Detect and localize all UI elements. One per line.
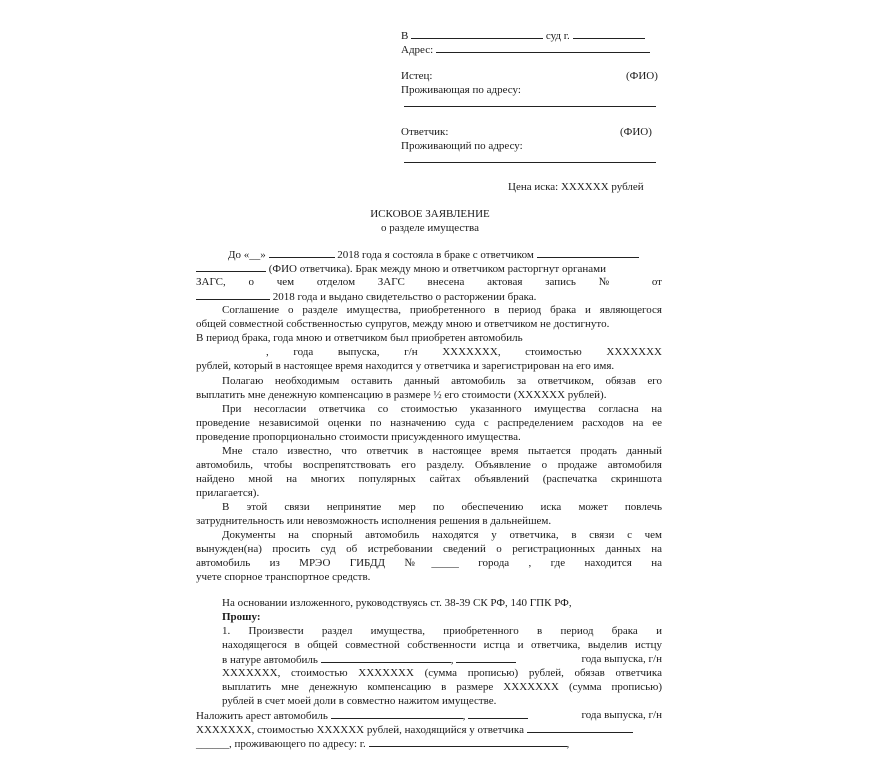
p7-line2: затруднительность или невозможность исполнения решения в дальнейшем. <box>196 515 552 527</box>
arrest-car-blank <box>331 708 463 719</box>
p4-line2: выплатить мне денежную компенсацию в размере ½ его стоимости (XXXXXX рублей). <box>196 389 607 401</box>
court-city-label: суд г. <box>545 30 570 42</box>
request-label: Прошу: <box>222 611 261 623</box>
r1-year-blank <box>456 652 516 663</box>
r1-line1: 1. Произвести раздел имущества, приобретенного в период брака и <box>222 625 662 637</box>
p1-fio-blank <box>196 261 266 272</box>
p2-line2: общей совместной собственностью супругов, между мною и ответчиком не достигнуто. <box>196 318 610 330</box>
defendant-fio: (ФИО) <box>620 126 652 138</box>
r1-car-blank <box>321 652 451 663</box>
plaintiff-fio: (ФИО) <box>626 70 658 82</box>
p1-text-b: 2018 года я состояла в браке с ответчиком <box>334 249 537 261</box>
p5-line3: проведение пропорционально стоимости присужденного имущества. <box>196 431 521 443</box>
defendant-address-blank <box>404 162 656 163</box>
r1-line3: в натуре автомобиль , года выпуска, г/н <box>222 653 662 666</box>
p6-line2: автомобиль, чтобы воспрепятствовать его разделу. Объявление о продаже автомобиля <box>196 459 662 471</box>
plaintiff-label: Истец: <box>401 70 433 82</box>
p1-date-blank <box>269 247 335 258</box>
court-name-blank <box>411 28 543 39</box>
court-prefix: В <box>401 30 409 42</box>
arrest-year-blank <box>468 708 528 719</box>
court-address-blank <box>436 42 650 53</box>
p1-line1 <box>228 247 639 262</box>
defendant-label: Ответчик: <box>401 126 449 138</box>
court-city-blank <box>573 28 645 39</box>
defendant-address-label: Проживающий по адресу: <box>401 140 523 152</box>
court-address-line <box>401 42 650 57</box>
court-line <box>401 28 645 43</box>
arrest-address-blank <box>369 736 567 747</box>
p2-line1: Соглашение о разделе имущества, приобретенного в период брака и являющегося <box>222 304 662 316</box>
p8-line4: учете спорное транспортное средств. <box>196 571 371 583</box>
r1-line6: рублей в счет моей доли в совместно нажитом имуществе. <box>222 695 497 707</box>
r1-line4: XXXXXXX, стоимостью XXXXXXX (сумма прописью) рублей, обязав ответчика <box>222 667 662 679</box>
arrest-line3: ______, проживающего по адресу: г. , <box>196 738 570 750</box>
p1-record-date-blank <box>196 289 270 300</box>
p8-line1: Документы на спорный автомобиль находятся у ответчика, в связи с чем <box>222 529 662 541</box>
r1-line2: находящегося в общей совместной собственности истца и ответчика, выделив истцу <box>222 639 662 651</box>
p9-line1: На основании изложенного, руководствуясь ст. 38-39 СК РФ, 140 ГПК РФ, <box>222 597 572 609</box>
p3-line3: рублей, который в настоящее время находится у ответчика и зарегистрирован на его имя. <box>196 360 615 372</box>
arrest-defendant-blank <box>527 722 633 733</box>
p5-line1: При несогласии ответчика со стоимостью указанного имущества согласна на <box>222 403 662 415</box>
p6-line1: Мне стало известно, что ответчик в настоящее время пытается продать данный <box>222 445 662 457</box>
arrest-line1: Наложить арест автомобиль , года выпуска, г/н <box>196 709 662 722</box>
p1-text-l2: (ФИО ответчика). Брак между мною и ответчиком расторгнут органами <box>268 263 606 275</box>
p5-line2: проведение независимой оценки по назначению суда с распределением расходов на ее <box>196 417 662 429</box>
p1-text-a: До «__» <box>228 249 269 261</box>
p6-line4: прилагается). <box>196 487 260 499</box>
arrest-text-l3: ______, проживающего по адресу: г. <box>196 738 369 750</box>
document-subtitle: о разделе имущества <box>381 222 479 234</box>
r1-text-b: года выпуска, г/н <box>581 653 662 665</box>
p6-line3: найдено мной на многих популярных сайтах объявлений (распечатка скриншота <box>196 473 662 485</box>
p3-line1: В период брака, года мною и ответчиком был приобретен автомобиль <box>196 332 523 344</box>
p8-line3: автомобиль из МРЭО ГИБДД №_____ города , где находится на <box>196 557 662 569</box>
p4-line1: Полагаю необходимым оставить данный автомобиль за ответчиком, обязав его <box>222 375 662 387</box>
p1-line4 <box>196 289 536 304</box>
plaintiff-address-blank <box>404 106 656 107</box>
p1-line2 <box>196 261 606 276</box>
p8-line2: вынужден(на) просить суд об истребовании сведений о регистрационных данных на <box>196 543 662 555</box>
p1-text-l4: 2018 года и выдано свидетельство о расторжении брака. <box>270 291 537 303</box>
document-title: ИСКОВОЕ ЗАЯВЛЕНИЕ <box>370 208 490 220</box>
plaintiff-address-label: Проживающая по адресу: <box>401 84 521 96</box>
p7-line1: В этой связи непринятие мер по обеспечению иска может повлечь <box>222 501 662 513</box>
arrest-text-a: Наложить арест автомобиль <box>196 710 328 722</box>
claim-price: Цена иска: XXXXXX рублей <box>508 181 644 193</box>
p1-defendant-blank <box>537 247 639 258</box>
arrest-text-b: года выпуска, г/н <box>581 709 662 721</box>
arrest-line2 <box>196 722 633 737</box>
r1-text-a: в натуре автомобиль <box>222 654 318 666</box>
p1-line3: ЗАГС, о чем отделом ЗАГС внесена актовая запись № от <box>196 276 662 288</box>
arrest-text-l2: XXXXXXX, стоимостью XXXXXX рублей, находящийся у ответчика <box>196 724 524 736</box>
court-address-label: Адрес: <box>401 44 434 56</box>
p3-line2: , года выпуска, г/н XXXXXXX, стоимостью XXXXXXX <box>266 346 662 358</box>
r1-line5: выплатить мне денежную компенсацию в размере XXXXXXX (сумма прописью) <box>222 681 662 693</box>
